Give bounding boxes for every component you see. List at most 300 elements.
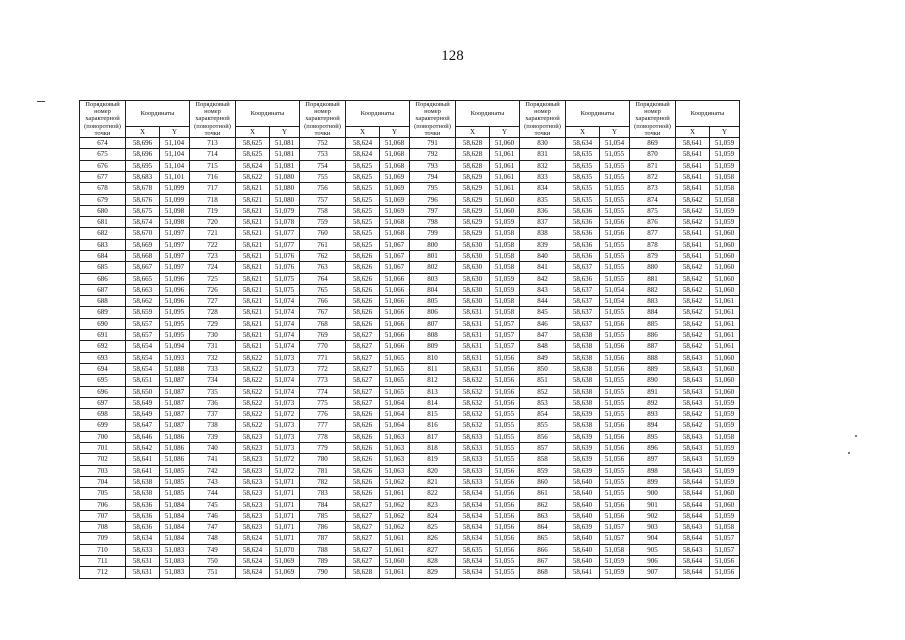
x-coord-cell: 58,642 bbox=[676, 307, 710, 318]
x-coord-cell: 58,621 bbox=[236, 273, 270, 284]
point-number-cell: 860 bbox=[520, 476, 566, 487]
y-coord-cell: 51,074 bbox=[270, 318, 300, 329]
y-coord-cell: 51,071 bbox=[270, 522, 300, 533]
table-row bbox=[80, 522, 740, 533]
point-number-cell: 681 bbox=[80, 217, 126, 228]
x-coord-cell: 58,622 bbox=[236, 397, 270, 408]
y-coord-cell: 51,055 bbox=[600, 239, 630, 250]
point-number-cell: 883 bbox=[630, 296, 676, 307]
point-number-cell: 757 bbox=[300, 194, 346, 205]
table-row bbox=[80, 510, 740, 521]
y-coord-cell: 51,061 bbox=[490, 171, 520, 182]
point-number-cell: 692 bbox=[80, 341, 126, 352]
point-number-cell: 740 bbox=[190, 443, 236, 454]
y-coord-cell: 51,058 bbox=[710, 522, 740, 533]
table-row bbox=[80, 443, 740, 454]
x-coord-cell: 58,629 bbox=[456, 183, 490, 194]
x-coord-cell: 58,654 bbox=[126, 352, 160, 363]
x-coord-cell: 58,696 bbox=[126, 138, 160, 149]
y-coord-cell: 51,058 bbox=[490, 296, 520, 307]
y-coord-cell: 51,080 bbox=[270, 171, 300, 182]
x-coord-cell: 58,631 bbox=[456, 330, 490, 341]
y-coord-cell: 51,059 bbox=[710, 138, 740, 149]
point-number-cell: 809 bbox=[410, 341, 456, 352]
y-coord-cell: 51,075 bbox=[270, 273, 300, 284]
y-coord-cell: 51,059 bbox=[490, 217, 520, 228]
y-coord-cell: 51,055 bbox=[600, 465, 630, 476]
y-coord-cell: 51,060 bbox=[710, 386, 740, 397]
table-row bbox=[80, 420, 740, 431]
point-number-cell: 871 bbox=[630, 160, 676, 171]
x-coord-cell: 58,624 bbox=[236, 160, 270, 171]
x-coord-cell: 58,621 bbox=[236, 262, 270, 273]
point-number-cell: 824 bbox=[410, 510, 456, 521]
point-number-cell: 766 bbox=[300, 296, 346, 307]
y-coord-cell: 51,058 bbox=[490, 262, 520, 273]
point-number-cell: 728 bbox=[190, 307, 236, 318]
y-coord-cell: 51,055 bbox=[600, 205, 630, 216]
coords-header: Координаты bbox=[456, 101, 520, 127]
point-number-cell: 770 bbox=[300, 341, 346, 352]
y-coord-cell: 51,059 bbox=[710, 397, 740, 408]
point-number-cell: 707 bbox=[80, 510, 126, 521]
x-coord-cell: 58,628 bbox=[456, 149, 490, 160]
y-coord-cell: 51,055 bbox=[600, 273, 630, 284]
point-number-cell: 902 bbox=[630, 510, 676, 521]
y-coord-cell: 51,057 bbox=[710, 533, 740, 544]
y-coord-cell: 51,060 bbox=[710, 499, 740, 510]
y-coord-cell: 51,062 bbox=[380, 476, 410, 487]
point-number-cell: 750 bbox=[190, 556, 236, 567]
table-row bbox=[80, 171, 740, 182]
coords-header: Координаты bbox=[236, 101, 300, 127]
point-number-cell: 772 bbox=[300, 363, 346, 374]
point-number-cell: 787 bbox=[300, 533, 346, 544]
y-coord-cell: 51,071 bbox=[270, 499, 300, 510]
x-coord-cell: 58,625 bbox=[236, 138, 270, 149]
y-coord-cell: 51,065 bbox=[380, 352, 410, 363]
x-coord-cell: 58,623 bbox=[236, 488, 270, 499]
point-number-cell: 689 bbox=[80, 307, 126, 318]
point-number-cell: 866 bbox=[520, 544, 566, 555]
coords-header: Координаты bbox=[126, 101, 190, 127]
x-coord-cell: 58,625 bbox=[346, 160, 380, 171]
point-number-cell: 730 bbox=[190, 330, 236, 341]
x-coord-cell: 58,632 bbox=[456, 375, 490, 386]
y-coord-cell: 51,055 bbox=[490, 567, 520, 578]
point-number-cell: 721 bbox=[190, 228, 236, 239]
point-number-cell: 781 bbox=[300, 465, 346, 476]
point-number-cell: 735 bbox=[190, 386, 236, 397]
x-coord-cell: 58,650 bbox=[126, 386, 160, 397]
x-coord-cell: 58,628 bbox=[456, 160, 490, 171]
x-coord-cell: 58,642 bbox=[676, 341, 710, 352]
y-coord-cell: 51,060 bbox=[710, 262, 740, 273]
x-coord-cell: 58,621 bbox=[236, 330, 270, 341]
y-coord-cell: 51,059 bbox=[710, 409, 740, 420]
x-coord-cell: 58,638 bbox=[126, 488, 160, 499]
y-coord-cell: 51,069 bbox=[270, 556, 300, 567]
x-coord-cell: 58,631 bbox=[126, 567, 160, 578]
y-coord-cell: 51,055 bbox=[490, 431, 520, 442]
x-coord-cell: 58,621 bbox=[236, 341, 270, 352]
y-coord-cell: 51,087 bbox=[160, 420, 190, 431]
x-coord-cell: 58,642 bbox=[676, 284, 710, 295]
x-coord-cell: 58,642 bbox=[676, 262, 710, 273]
y-coord-cell: 51,064 bbox=[380, 420, 410, 431]
y-coord-cell: 51,055 bbox=[600, 488, 630, 499]
y-coord-cell: 51,061 bbox=[490, 183, 520, 194]
point-number-cell: 779 bbox=[300, 443, 346, 454]
page-number: 128 bbox=[441, 48, 464, 64]
point-number-cell: 822 bbox=[410, 488, 456, 499]
point-number-cell: 852 bbox=[520, 386, 566, 397]
x-coord-cell: 58,637 bbox=[566, 307, 600, 318]
y-coord-cell: 51,073 bbox=[270, 352, 300, 363]
y-coord-cell: 51,104 bbox=[160, 149, 190, 160]
point-number-cell: 856 bbox=[520, 431, 566, 442]
point-number-cell: 698 bbox=[80, 409, 126, 420]
y-coord-cell: 51,059 bbox=[710, 476, 740, 487]
point-number-cell: 844 bbox=[520, 296, 566, 307]
x-coord-cell: 58,624 bbox=[236, 544, 270, 555]
point-number-cell: 869 bbox=[630, 138, 676, 149]
point-number-cell: 704 bbox=[80, 476, 126, 487]
point-number-cell: 861 bbox=[520, 488, 566, 499]
x-coord-cell: 58,627 bbox=[346, 363, 380, 374]
point-number-cell: 874 bbox=[630, 194, 676, 205]
table-row bbox=[80, 239, 740, 250]
point-number-cell: 741 bbox=[190, 454, 236, 465]
x-coord-cell: 58,643 bbox=[676, 454, 710, 465]
y-coord-cell: 51,096 bbox=[160, 273, 190, 284]
x-coord-cell: 58,628 bbox=[346, 567, 380, 578]
point-number-cell: 753 bbox=[300, 149, 346, 160]
point-number-cell: 864 bbox=[520, 522, 566, 533]
point-number-cell: 687 bbox=[80, 284, 126, 295]
x-coord-cell: 58,627 bbox=[346, 386, 380, 397]
point-number-cell: 731 bbox=[190, 341, 236, 352]
table-row bbox=[80, 544, 740, 555]
x-coord-cell: 58,634 bbox=[456, 567, 490, 578]
y-coord-cell: 51,057 bbox=[490, 341, 520, 352]
scan-speck bbox=[855, 435, 857, 437]
point-number-cell: 836 bbox=[520, 205, 566, 216]
point-number-cell: 793 bbox=[410, 160, 456, 171]
x-coord-cell: 58,641 bbox=[676, 250, 710, 261]
x-coord-cell: 58,642 bbox=[676, 296, 710, 307]
point-number-cell: 782 bbox=[300, 476, 346, 487]
y-coord-cell: 51,085 bbox=[160, 476, 190, 487]
table-row bbox=[80, 386, 740, 397]
y-coord-cell: 51,096 bbox=[160, 284, 190, 295]
point-number-cell: 701 bbox=[80, 443, 126, 454]
y-coord-cell: 51,083 bbox=[160, 567, 190, 578]
point-number-cell: 706 bbox=[80, 499, 126, 510]
y-coord-cell: 51,094 bbox=[160, 341, 190, 352]
y-coord-cell: 51,068 bbox=[380, 160, 410, 171]
point-number-cell: 693 bbox=[80, 352, 126, 363]
point-number-cell: 904 bbox=[630, 533, 676, 544]
point-number-cell: 828 bbox=[410, 556, 456, 567]
y-coord-cell: 51,061 bbox=[490, 149, 520, 160]
y-coord-cell: 51,055 bbox=[490, 556, 520, 567]
y-coord-cell: 51,061 bbox=[380, 533, 410, 544]
point-number-cell: 835 bbox=[520, 194, 566, 205]
x-coord-cell: 58,640 bbox=[566, 488, 600, 499]
y-header: Y bbox=[600, 127, 630, 138]
x-coord-cell: 58,623 bbox=[236, 499, 270, 510]
x-coord-cell: 58,622 bbox=[236, 375, 270, 386]
x-coord-cell: 58,634 bbox=[566, 138, 600, 149]
table-row bbox=[80, 476, 740, 487]
y-coord-cell: 51,062 bbox=[380, 522, 410, 533]
point-number-cell: 754 bbox=[300, 160, 346, 171]
point-number-cell: 873 bbox=[630, 183, 676, 194]
point-number-cell: 711 bbox=[80, 556, 126, 567]
y-coord-cell: 51,069 bbox=[270, 567, 300, 578]
x-coord-cell: 58,642 bbox=[676, 318, 710, 329]
x-header: X bbox=[456, 127, 490, 138]
y-coord-cell: 51,067 bbox=[380, 262, 410, 273]
point-number-cell: 845 bbox=[520, 307, 566, 318]
x-coord-cell: 58,623 bbox=[236, 522, 270, 533]
y-coord-cell: 51,059 bbox=[710, 510, 740, 521]
x-coord-cell: 58,627 bbox=[346, 510, 380, 521]
y-coord-cell: 51,069 bbox=[380, 205, 410, 216]
y-coord-cell: 51,056 bbox=[490, 352, 520, 363]
x-coord-cell: 58,627 bbox=[346, 352, 380, 363]
x-coord-cell: 58,657 bbox=[126, 330, 160, 341]
x-coord-cell: 58,642 bbox=[676, 330, 710, 341]
point-number-cell: 847 bbox=[520, 330, 566, 341]
point-number-cell: 812 bbox=[410, 375, 456, 386]
point-number-cell: 907 bbox=[630, 567, 676, 578]
point-number-cell: 901 bbox=[630, 499, 676, 510]
y-coord-cell: 51,059 bbox=[600, 556, 630, 567]
y-coord-cell: 51,104 bbox=[160, 160, 190, 171]
point-number-cell: 850 bbox=[520, 363, 566, 374]
y-coord-cell: 51,058 bbox=[710, 431, 740, 442]
x-coord-cell: 58,622 bbox=[236, 409, 270, 420]
table-row bbox=[80, 273, 740, 284]
x-coord-cell: 58,626 bbox=[346, 409, 380, 420]
coords-header: Координаты bbox=[676, 101, 740, 127]
x-coord-cell: 58,627 bbox=[346, 330, 380, 341]
table-row bbox=[80, 499, 740, 510]
x-coord-cell: 58,629 bbox=[456, 217, 490, 228]
coords-header: Координаты bbox=[566, 101, 630, 127]
x-coord-cell: 58,638 bbox=[566, 330, 600, 341]
x-coord-cell: 58,621 bbox=[236, 217, 270, 228]
y-coord-cell: 51,068 bbox=[380, 149, 410, 160]
y-coord-cell: 51,060 bbox=[490, 205, 520, 216]
point-number-cell: 884 bbox=[630, 307, 676, 318]
point-number-cell: 895 bbox=[630, 431, 676, 442]
x-coord-cell: 58,637 bbox=[566, 318, 600, 329]
point-number-cell: 777 bbox=[300, 420, 346, 431]
x-coord-cell: 58,643 bbox=[676, 363, 710, 374]
y-coord-cell: 51,056 bbox=[490, 488, 520, 499]
y-coord-cell: 51,083 bbox=[160, 544, 190, 555]
point-number-cell: 725 bbox=[190, 273, 236, 284]
y-coord-cell: 51,095 bbox=[160, 307, 190, 318]
point-number-cell: 788 bbox=[300, 544, 346, 555]
point-number-cell: 724 bbox=[190, 262, 236, 273]
order-header: Порядковый номер характерной (поворотной) точки bbox=[520, 101, 566, 138]
point-number-cell: 814 bbox=[410, 397, 456, 408]
y-coord-cell: 51,073 bbox=[270, 363, 300, 374]
point-number-cell: 867 bbox=[520, 556, 566, 567]
point-number-cell: 800 bbox=[410, 239, 456, 250]
point-number-cell: 827 bbox=[410, 544, 456, 555]
x-coord-cell: 58,636 bbox=[566, 250, 600, 261]
x-coord-cell: 58,635 bbox=[456, 544, 490, 555]
y-coord-cell: 51,061 bbox=[710, 318, 740, 329]
y-coord-cell: 51,056 bbox=[490, 510, 520, 521]
x-coord-cell: 58,644 bbox=[676, 510, 710, 521]
table-row bbox=[80, 194, 740, 205]
x-coord-cell: 58,644 bbox=[676, 476, 710, 487]
x-coord-cell: 58,626 bbox=[346, 454, 380, 465]
x-coord-cell: 58,625 bbox=[346, 183, 380, 194]
x-coord-cell: 58,640 bbox=[566, 476, 600, 487]
point-number-cell: 880 bbox=[630, 262, 676, 273]
point-number-cell: 675 bbox=[80, 149, 126, 160]
x-coord-cell: 58,641 bbox=[566, 567, 600, 578]
y-coord-cell: 51,098 bbox=[160, 217, 190, 228]
y-coord-cell: 51,060 bbox=[710, 273, 740, 284]
x-coord-cell: 58,621 bbox=[236, 284, 270, 295]
table-row bbox=[80, 341, 740, 352]
x-coord-cell: 58,625 bbox=[346, 217, 380, 228]
scan-speck bbox=[848, 452, 850, 454]
point-number-cell: 818 bbox=[410, 443, 456, 454]
y-coord-cell: 51,056 bbox=[600, 431, 630, 442]
x-coord-cell: 58,621 bbox=[236, 250, 270, 261]
y-coord-cell: 51,086 bbox=[160, 443, 190, 454]
point-number-cell: 715 bbox=[190, 160, 236, 171]
x-coord-cell: 58,636 bbox=[566, 228, 600, 239]
x-coord-cell: 58,637 bbox=[566, 284, 600, 295]
x-coord-cell: 58,659 bbox=[126, 307, 160, 318]
table-row bbox=[80, 465, 740, 476]
y-coord-cell: 51,088 bbox=[160, 363, 190, 374]
y-coord-cell: 51,059 bbox=[710, 217, 740, 228]
y-coord-cell: 51,056 bbox=[710, 556, 740, 567]
point-number-cell: 684 bbox=[80, 250, 126, 261]
x-header: X bbox=[346, 127, 380, 138]
x-coord-cell: 58,624 bbox=[236, 533, 270, 544]
x-coord-cell: 58,638 bbox=[566, 341, 600, 352]
point-number-cell: 742 bbox=[190, 465, 236, 476]
point-number-cell: 837 bbox=[520, 217, 566, 228]
y-coord-cell: 51,081 bbox=[270, 160, 300, 171]
x-coord-cell: 58,629 bbox=[456, 228, 490, 239]
y-coord-cell: 51,063 bbox=[380, 443, 410, 454]
x-coord-cell: 58,623 bbox=[236, 476, 270, 487]
point-number-cell: 697 bbox=[80, 397, 126, 408]
y-coord-cell: 51,076 bbox=[270, 262, 300, 273]
x-coord-cell: 58,623 bbox=[236, 465, 270, 476]
y-coord-cell: 51,058 bbox=[710, 183, 740, 194]
point-number-cell: 703 bbox=[80, 465, 126, 476]
x-coord-cell: 58,643 bbox=[676, 522, 710, 533]
y-coord-cell: 51,076 bbox=[270, 250, 300, 261]
point-number-cell: 806 bbox=[410, 307, 456, 318]
x-coord-cell: 58,642 bbox=[126, 443, 160, 454]
y-coord-cell: 51,101 bbox=[160, 171, 190, 182]
point-number-cell: 761 bbox=[300, 239, 346, 250]
point-number-cell: 683 bbox=[80, 239, 126, 250]
point-number-cell: 886 bbox=[630, 330, 676, 341]
point-number-cell: 734 bbox=[190, 375, 236, 386]
point-number-cell: 736 bbox=[190, 397, 236, 408]
y-coord-cell: 51,058 bbox=[710, 171, 740, 182]
point-number-cell: 737 bbox=[190, 409, 236, 420]
point-number-cell: 775 bbox=[300, 397, 346, 408]
x-coord-cell: 58,634 bbox=[126, 533, 160, 544]
y-coord-cell: 51,068 bbox=[380, 138, 410, 149]
y-coord-cell: 51,071 bbox=[270, 510, 300, 521]
y-coord-cell: 51,057 bbox=[600, 522, 630, 533]
y-coord-cell: 51,059 bbox=[490, 273, 520, 284]
x-coord-cell: 58,629 bbox=[456, 205, 490, 216]
x-coord-cell: 58,644 bbox=[676, 567, 710, 578]
point-number-cell: 720 bbox=[190, 217, 236, 228]
y-coord-cell: 51,055 bbox=[490, 409, 520, 420]
y-coord-cell: 51,062 bbox=[380, 499, 410, 510]
x-coord-cell: 58,639 bbox=[566, 409, 600, 420]
x-coord-cell: 58,695 bbox=[126, 160, 160, 171]
y-coord-cell: 51,059 bbox=[710, 205, 740, 216]
y-coord-cell: 51,073 bbox=[270, 443, 300, 454]
x-coord-cell: 58,639 bbox=[566, 465, 600, 476]
y-coord-cell: 51,071 bbox=[270, 476, 300, 487]
point-number-cell: 769 bbox=[300, 330, 346, 341]
x-coord-cell: 58,641 bbox=[676, 228, 710, 239]
table-row bbox=[80, 262, 740, 273]
point-number-cell: 709 bbox=[80, 533, 126, 544]
y-coord-cell: 51,066 bbox=[380, 296, 410, 307]
y-coord-cell: 51,057 bbox=[600, 533, 630, 544]
x-coord-cell: 58,669 bbox=[126, 239, 160, 250]
x-coord-cell: 58,643 bbox=[676, 443, 710, 454]
x-coord-cell: 58,642 bbox=[676, 194, 710, 205]
x-coord-cell: 58,640 bbox=[566, 544, 600, 555]
y-coord-cell: 51,097 bbox=[160, 228, 190, 239]
point-number-cell: 696 bbox=[80, 386, 126, 397]
point-number-cell: 688 bbox=[80, 296, 126, 307]
y-coord-cell: 51,055 bbox=[600, 375, 630, 386]
table-row bbox=[80, 138, 740, 149]
y-coord-cell: 51,055 bbox=[600, 250, 630, 261]
x-coord-cell: 58,626 bbox=[346, 296, 380, 307]
x-coord-cell: 58,635 bbox=[566, 194, 600, 205]
x-coord-cell: 58,641 bbox=[676, 183, 710, 194]
x-header: X bbox=[676, 127, 710, 138]
point-number-cell: 892 bbox=[630, 397, 676, 408]
y-coord-cell: 51,055 bbox=[600, 476, 630, 487]
point-number-cell: 713 bbox=[190, 138, 236, 149]
point-number-cell: 840 bbox=[520, 250, 566, 261]
x-header: X bbox=[566, 127, 600, 138]
y-coord-cell: 51,074 bbox=[270, 330, 300, 341]
point-number-cell: 756 bbox=[300, 183, 346, 194]
y-coord-cell: 51,056 bbox=[600, 352, 630, 363]
point-number-cell: 768 bbox=[300, 318, 346, 329]
y-header: Y bbox=[380, 127, 410, 138]
